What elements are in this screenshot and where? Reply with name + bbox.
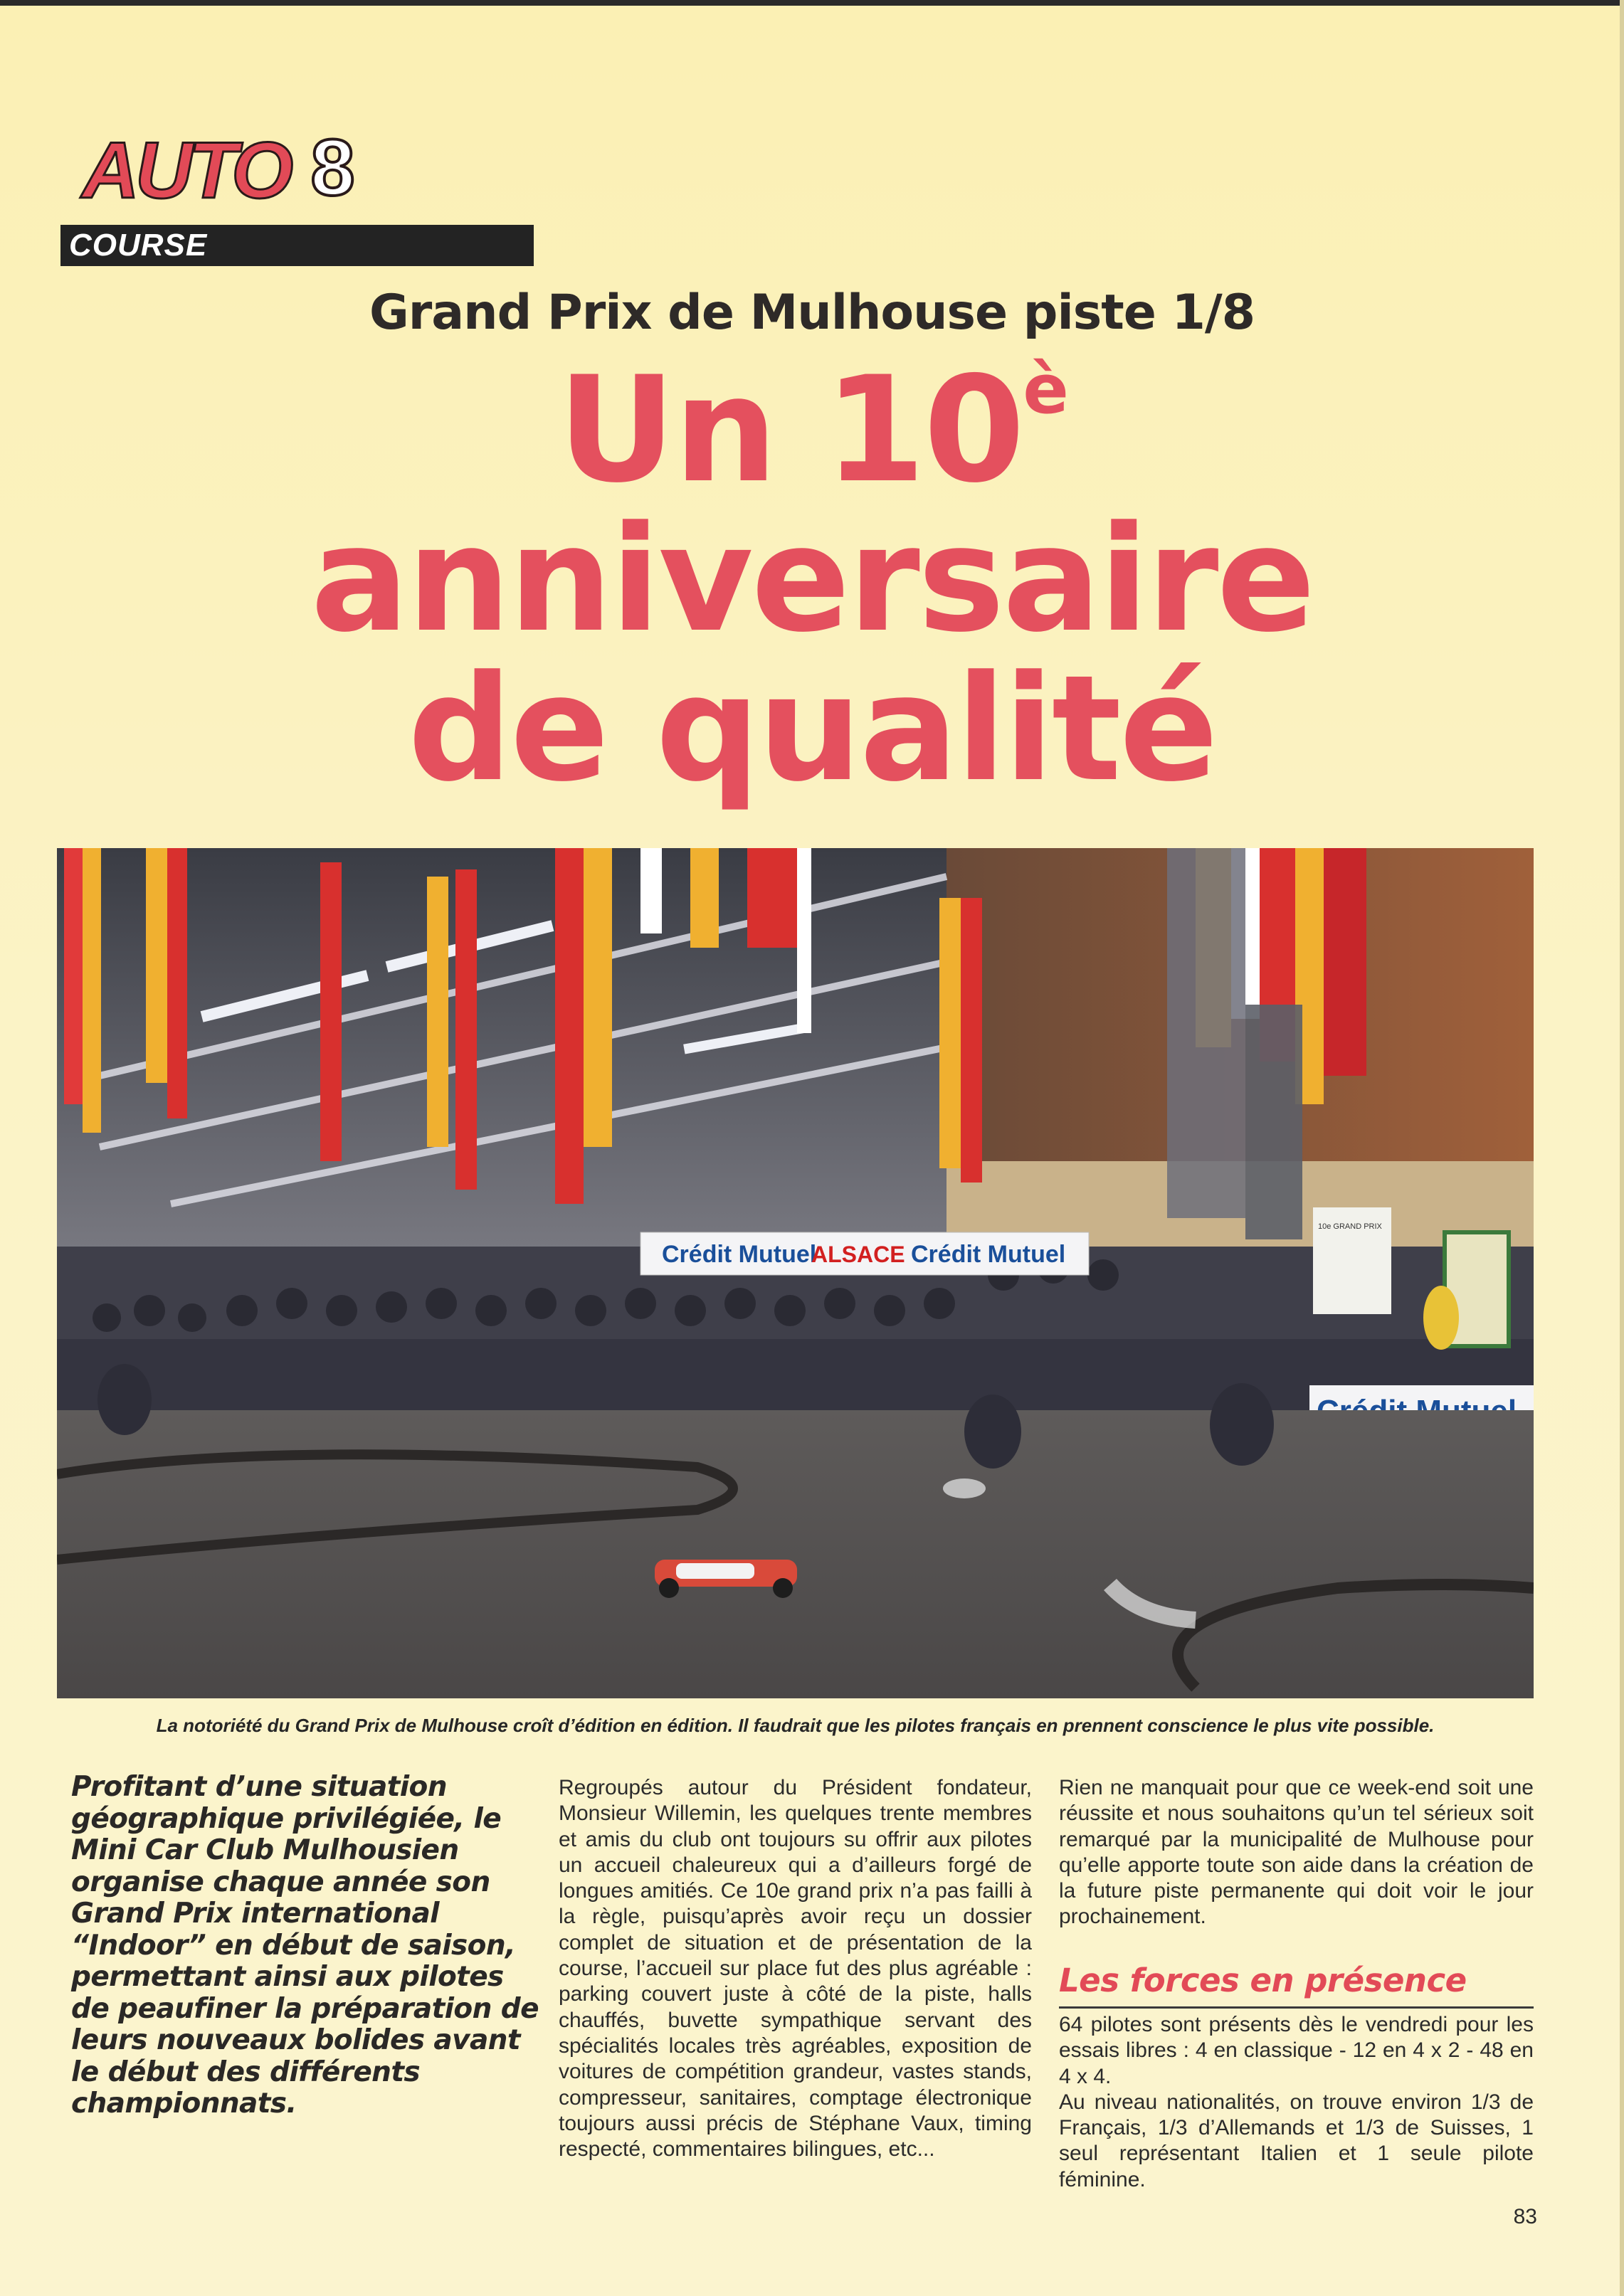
page-top-edge [0, 0, 1624, 6]
photo-banner-3: Crédit Mutuel [911, 1241, 1066, 1268]
article-headline [0, 346, 1624, 814]
column-3-paragraph-2: 64 pilotes sont présents dès le vendredi pour les essais libres : 4 en classique - 12 en 4 x 2 - 48 en 4 x 4. [1059, 2013, 1534, 2088]
headline-line-1 [0, 346, 1624, 515]
race-hall-illustration [57, 848, 1534, 1698]
logo-text: AUTO [82, 126, 290, 215]
page-number: 83 [1513, 2205, 1537, 2228]
photo-caption: La notoriété du Grand Prix de Mulhouse croît d’édition en édition. Il faudrait que les pilotes français en prennent conscience le plus vite possible. [156, 1715, 1435, 1736]
column-2-paragraph: Regroupés autour du Président fondateur, Monsieur Willemin, les quelques trente membres et amis du club ont toujours su offrir aux pilotes un accueil chaleureux qui a d’ailleurs forgé de longues amitiés. Ce 10e grand prix n’a pas failli à la règle, puisqu’après avoir reçu un dossier complet de situation et de présentation de la course, l’accueil sur place fut des plus agréable : parking couvert juste à côté de la piste, halls chauffés, buvette sympathique servant des spécialités locales très agréables, exposition de voitures de compétition grandeur, vastes stands, compresseur, sanitaires, comptage électronique toujours aussi précis de Stéphane Vaux, timing respecté, commentaires bilingues, etc... [559, 1776, 1032, 2162]
column-3-paragraph-1: Rien ne manquait pour que ce week-end soit une réussite et nous souhaitons qu’un tel sérieux soit remarqué par la municipalité de Mulhouse pour qu’elle apporte toute son aide dans la création de la future piste permanente qui doit voir le jour prochainement. [1059, 1776, 1534, 1929]
headline-line-1-text: Un 10 [557, 346, 1023, 515]
article-column-2 [559, 1775, 1032, 2162]
article-column-3 [1059, 1775, 1534, 1930]
race-hall-photo [57, 848, 1534, 1698]
article-column-3-continued [1059, 2012, 1534, 2193]
headline-line-3: de qualité [408, 645, 1216, 814]
section-subhead: Les forces en présence [1059, 1958, 1534, 2009]
section-label: COURSE [69, 228, 208, 263]
magazine-logo [82, 123, 359, 215]
photo-banner-1: Crédit Mutuel [662, 1241, 817, 1268]
article-subtitle: Grand Prix de Mulhouse piste 1/8 [369, 285, 1255, 341]
photo-banner-2: ALSACE [811, 1242, 905, 1267]
article-intro: Profitant d’une situation géographique privilégiée, le Mini Car Club Mulhousien organise chaque année son Grand Prix international “Indoor” en début de saison, permettant ainsi aux pilotes de peaufiner la préparation de leurs nouveaux bolides avant le début des différents championnats. [71, 1771, 539, 2120]
logo-number: 8 [310, 123, 355, 212]
photo-sign: 10e GRAND PRIX [1318, 1222, 1382, 1231]
section-label-bar [60, 225, 534, 266]
headline-superscript: è [1023, 351, 1067, 429]
headline-line-2: anniversaire [310, 495, 1314, 665]
column-3-paragraph-3: Au niveau nationalités, on trouve environ 1/3 de Français, 1/3 d’Allemands et 1/3 de Suisses, 1 seul représentant Italien et 1 seule pilote féminine. [1059, 2090, 1534, 2191]
